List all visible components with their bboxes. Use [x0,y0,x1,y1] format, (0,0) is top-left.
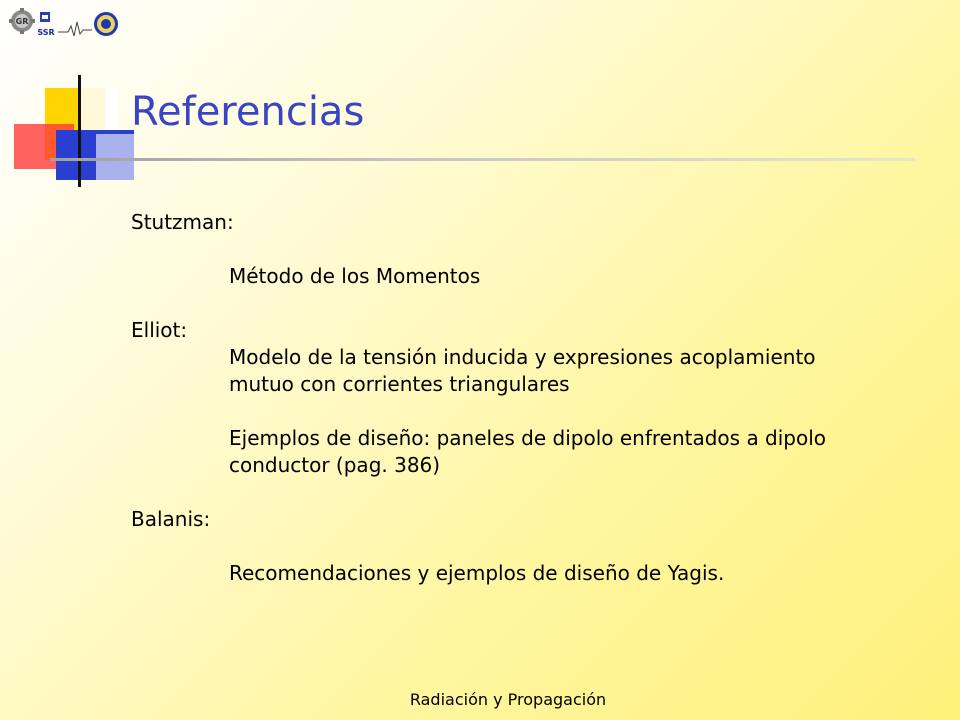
slide-footer: Radiación y Propagación [409,690,607,709]
reference-line: Modelo de la tensión inducida y expresiones acoplamiento [229,345,816,369]
reference-section-stutzman [131,209,931,290]
reference-line: conductor (pag. 386) [229,453,441,477]
references-body [131,209,931,587]
title-divider [50,158,915,161]
reference-section-elliot [131,317,931,479]
gear-emblem-text: GR [15,17,29,26]
reference-author: Stutzman: [131,210,234,234]
section-spacer [131,290,931,317]
reference-author: Balanis: [131,507,211,531]
ssr-logo-text: SSR [37,28,55,37]
reference-line [131,398,931,425]
section-spacer [131,479,931,506]
reference-line [131,533,931,560]
reference-line: Recomendaciones y ejemplos de diseño de Yagis. [229,561,725,585]
reference-line: Método de los Momentos [229,264,481,288]
reference-line: Ejemplos de diseño: paneles de dipolo enfrentados a dipolo [229,426,827,450]
reference-author: Elliot: [131,318,188,342]
reference-line [131,236,931,263]
reference-section-balanis [131,506,931,587]
slide-title: Referencias [131,89,365,135]
reference-line: mutuo con corrientes triangulares [229,372,570,396]
title-decoration [0,0,140,200]
